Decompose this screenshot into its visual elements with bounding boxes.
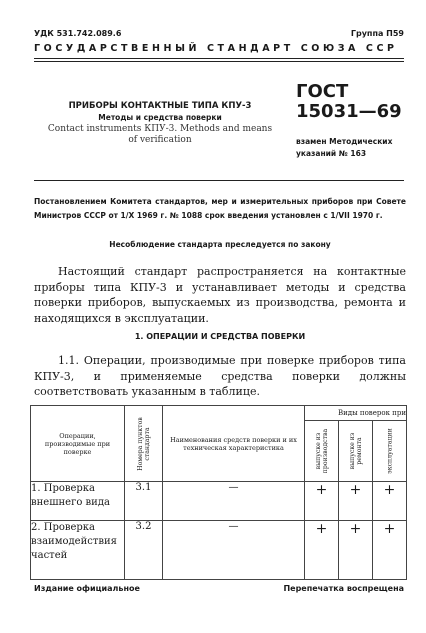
decree-rule (34, 180, 404, 181)
row-operation-mark: + (373, 521, 407, 580)
row-operation-mark: + (373, 482, 407, 521)
title-en-line1: Contact instruments КПУ-3. Methods and means (47, 124, 273, 134)
footer-reprint-prohibited: Перепечатка воспрещена (283, 584, 404, 593)
row-production-mark: + (305, 482, 339, 521)
operations-table (30, 405, 407, 580)
row-means: — (163, 482, 305, 521)
title-en-line2: of verification (128, 135, 192, 145)
clause-1-1: 1.1. Операции, производимые при поверке приборов типа КПУ-3, и применяемые средства поверки должны соответствовать указанным в таблице. (34, 354, 406, 399)
replaces-line2: указаний № 163 (296, 149, 367, 158)
title-ru: ПРИБОРЫ КОНТАКТНЫЕ ТИПА КПУ-3 (68, 101, 252, 111)
group-code: Группа П59 (350, 29, 404, 38)
row-means: — (163, 521, 305, 580)
header-operations: Операции, производимые при поверке (31, 406, 125, 482)
replaces-note (296, 136, 416, 160)
header-production: выпуске из производства (305, 421, 339, 482)
footer-official-edition: Издание официальное (34, 584, 140, 593)
gost-block (296, 82, 416, 160)
decree-text: Постановлением Комитета стандартов, мер и измерительных приборов при Совете Министров СССР от 1/X 1969 г. № 1088 срок введения установлен с 1/VII 1970 г. (34, 197, 406, 220)
row-production-mark: + (305, 521, 339, 580)
row-repair-mark: + (339, 482, 373, 521)
gost-label: ГОСТ (296, 81, 349, 102)
row-repair-mark: + (339, 521, 373, 580)
header-clause: Номера пунктов стандарта (125, 406, 163, 482)
violation-note: Несоблюдение стандарта преследуется по закону (109, 240, 331, 249)
row-clause: 3.2 (125, 521, 163, 580)
standard-header: ГОСУДАРСТВЕННЫЙ СТАНДАРТ СОЮЗА ССР (34, 43, 398, 54)
udk-code: УДК 531.742.089.6 (34, 29, 122, 38)
header-rule-bottom (34, 61, 404, 62)
intro-paragraph: Настоящий стандарт распространяется на контактные приборы типа КПУ-3 и устанавливает методы и средства поверки приборов, выпускаемых из производства, ремонта и находящихся в эксплуатации. (34, 265, 406, 325)
row-clause: 3.1 (125, 482, 163, 521)
row-operation: 2. Проверка взаимодействия частей (31, 521, 125, 580)
header-operation: эксплуатации (373, 421, 407, 482)
header-rule-top (34, 58, 404, 59)
header-means: Наименования средств поверки и их техническая характеристика (163, 406, 305, 482)
section-title: 1. ОПЕРАЦИИ И СРЕДСТВА ПОВЕРКИ (134, 332, 306, 341)
header-verification-group: Виды поверок при (305, 406, 407, 421)
subtitle-ru: Методы и средства поверки (98, 113, 222, 122)
table-row (31, 482, 407, 521)
table-row (31, 521, 407, 580)
replaces-line1: взамен Методических (296, 137, 393, 146)
gost-number: 15031—69 (296, 101, 402, 122)
row-operation: 1. Проверка внешнего вида (31, 482, 125, 521)
title-block (40, 100, 280, 146)
header-repair: выпуске из ремонта (339, 421, 373, 482)
